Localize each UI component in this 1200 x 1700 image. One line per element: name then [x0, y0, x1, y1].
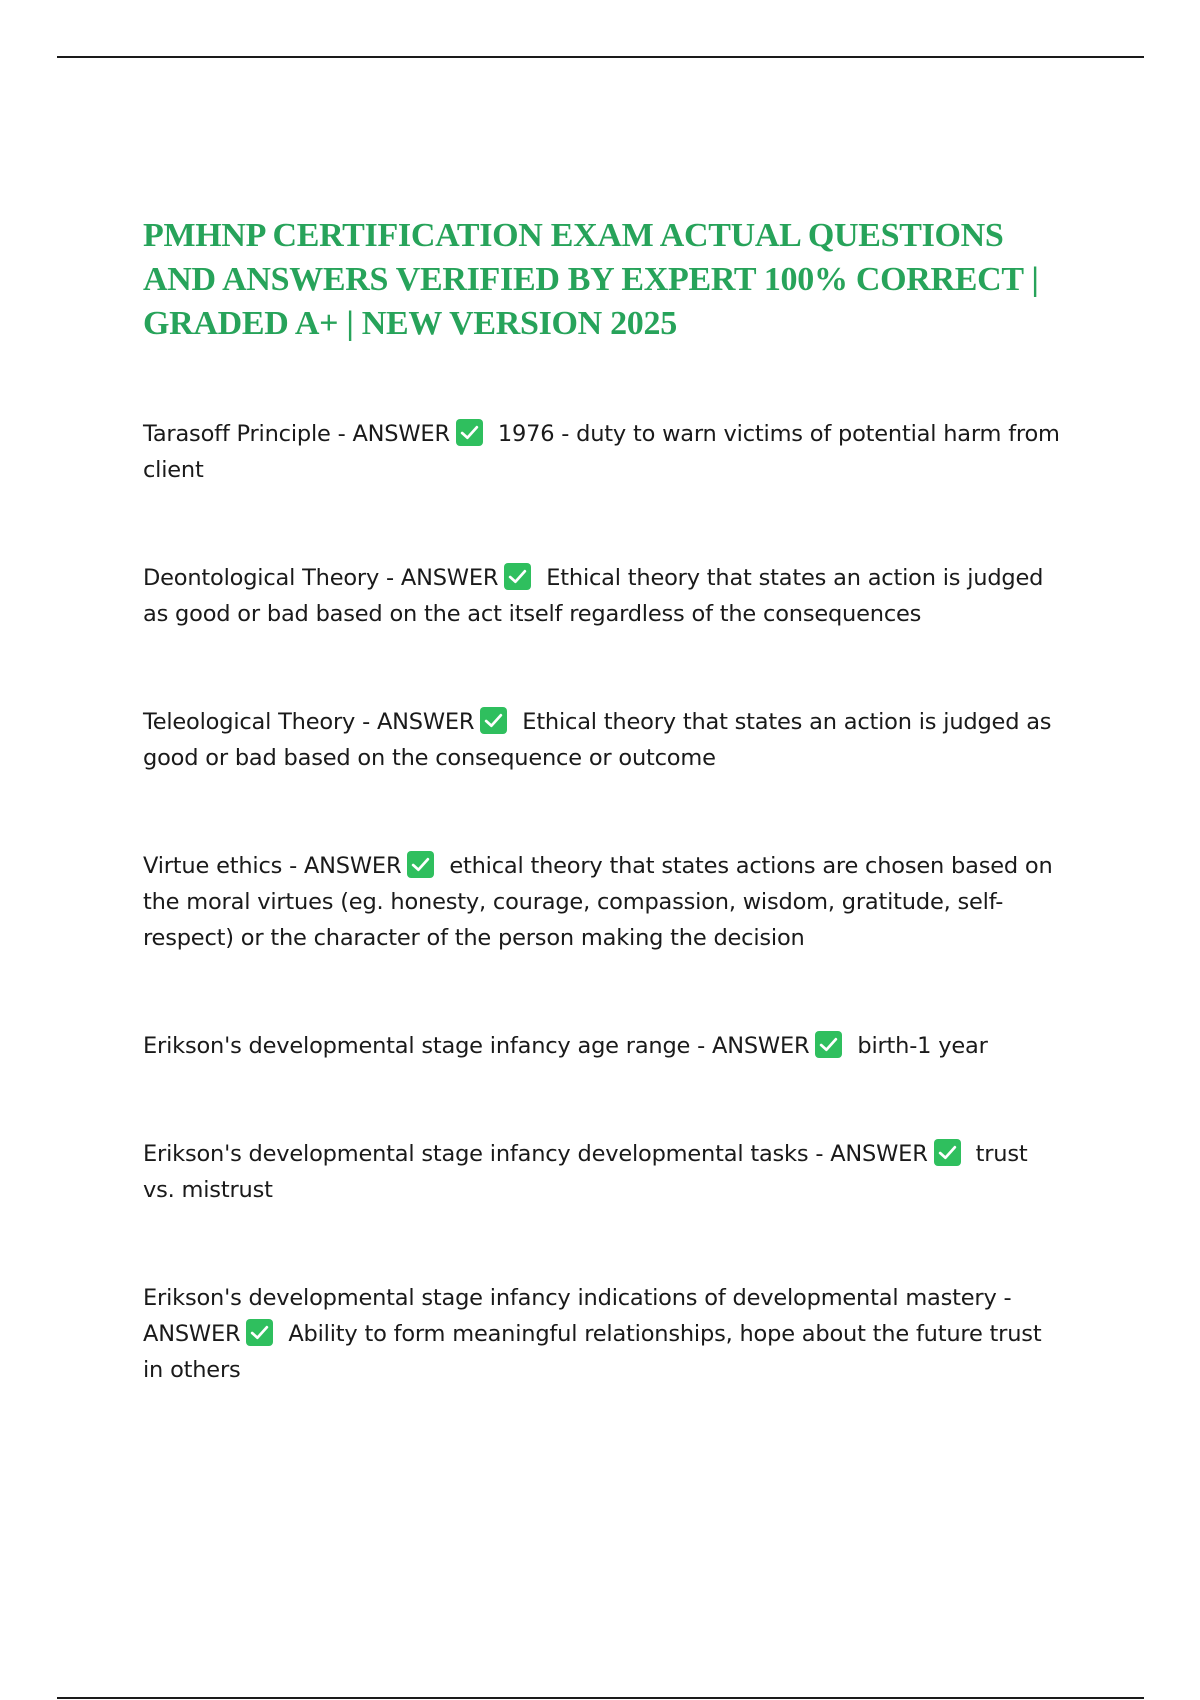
qa-answer: Ethical theory that states an action is judged as good or bad based on the consequence or outcome: [143, 709, 1052, 771]
qa-answer-label: ANSWER: [712, 1033, 810, 1059]
qa-item: [143, 1280, 1063, 1388]
qa-answer: ethical theory that states actions are chosen based on the moral virtues (eg. honesty, courage, compassion, wisdom, gratitude, self-respect) or the character of the person making the decision: [143, 853, 1053, 951]
qa-item: [143, 560, 1063, 632]
document-body: [143, 214, 1063, 1388]
checkmark-icon: [934, 1139, 961, 1166]
qa-answer-label: ANSWER: [352, 421, 450, 447]
qa-item: [143, 704, 1063, 776]
qa-term: Virtue ethics -: [143, 853, 304, 879]
qa-term: Erikson's developmental stage infancy developmental tasks -: [143, 1141, 831, 1167]
qa-term: Erikson's developmental stage infancy age range -: [143, 1033, 713, 1059]
qa-item: [143, 1028, 1063, 1064]
qa-list: [143, 416, 1063, 1388]
qa-term: Tarasoff Principle -: [143, 421, 353, 447]
qa-answer: birth-1 year: [857, 1033, 988, 1059]
qa-answer-label: ANSWER: [143, 1321, 241, 1347]
qa-item: [143, 1136, 1063, 1208]
qa-item: [143, 416, 1063, 488]
qa-answer-label: ANSWER: [830, 1141, 928, 1167]
checkmark-icon: [456, 419, 483, 446]
qa-term: Deontological Theory -: [143, 565, 401, 591]
checkmark-icon: [815, 1031, 842, 1058]
qa-answer-label: ANSWER: [303, 853, 402, 879]
checkmark-icon: [504, 563, 531, 590]
checkmark-icon: [480, 707, 507, 734]
qa-item: [143, 848, 1063, 956]
checkmark-icon: [246, 1319, 273, 1346]
qa-answer: 1976 - duty to warn victims of potential harm from client: [143, 421, 1060, 483]
qa-term: Erikson's developmental stage infancy indications of developmental mastery -: [143, 1285, 1012, 1311]
qa-answer: Ability to form meaningful relationships, hope about the future trust in others: [143, 1321, 1042, 1383]
qa-answer-label: ANSWER: [376, 709, 475, 735]
document-title: PMHNP CERTIFICATION EXAM ACTUAL QUESTIONS AND ANSWERS VERIFIED BY EXPERT 100% CORRECT | GRADED A+ | NEW VERSION 2025: [143, 217, 1039, 342]
qa-answer-label: ANSWER: [400, 565, 499, 591]
qa-answer: Ethical theory that states an action is judged as good or bad based on the act itself regardless of the consequences: [143, 565, 1044, 627]
checkmark-icon: [407, 851, 434, 878]
bottom-rule: [57, 1697, 1144, 1699]
qa-answer: trust vs. mistrust: [143, 1141, 1028, 1203]
qa-term: Teleological Theory -: [143, 709, 377, 735]
top-rule: [57, 56, 1144, 58]
